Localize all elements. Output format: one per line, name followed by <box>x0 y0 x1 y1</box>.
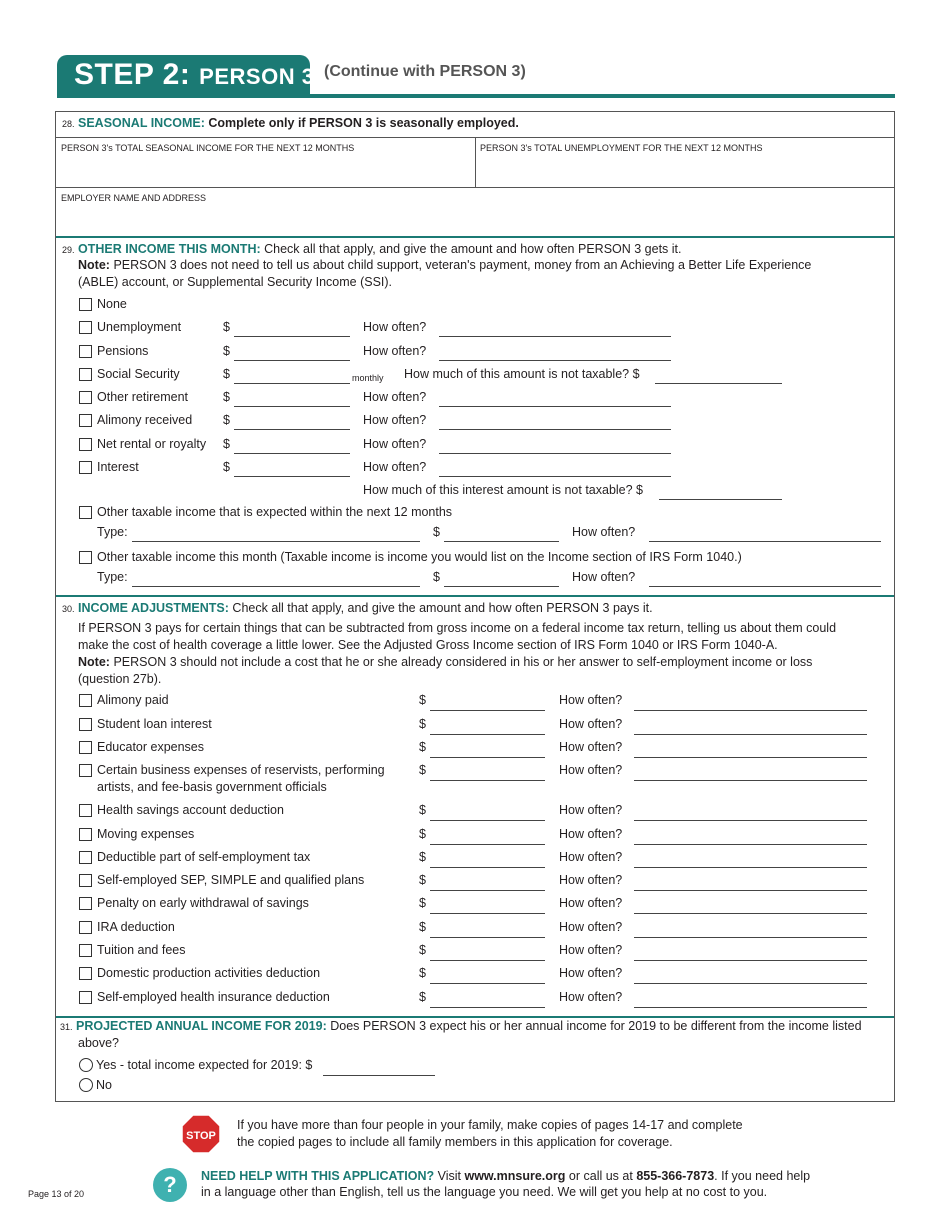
net-rental-checkbox[interactable] <box>79 438 92 451</box>
dollar-sign: $ <box>419 827 426 841</box>
q29-title: OTHER INCOME THIS MONTH: <box>78 242 261 256</box>
domestic-production-checkbox[interactable] <box>79 967 92 980</box>
q28-instruction: Complete only if PERSON 3 is seasonally employed. <box>208 116 519 130</box>
other-retirement-checkbox[interactable] <box>79 391 92 404</box>
self-employment-tax-checkbox[interactable] <box>79 851 92 864</box>
tuition-fees-frequency-input[interactable] <box>634 960 867 961</box>
dollar-sign: $ <box>223 367 230 381</box>
how-often-label: How often? <box>559 990 623 1004</box>
yes-label: Yes - total income expected for 2019: $ <box>96 1058 313 1072</box>
how-often-label: How often? <box>363 320 427 334</box>
other-expected-frequency-input[interactable] <box>649 541 881 542</box>
dollar-sign: $ <box>419 943 426 957</box>
alimony-paid-label: Alimony paid <box>97 693 169 707</box>
q28-title: SEASONAL INCOME: <box>78 116 205 130</box>
alimony-paid-frequency-input[interactable] <box>634 710 867 711</box>
se-health-insurance-checkbox[interactable] <box>79 991 92 1004</box>
student-loan-interest-amount-input[interactable] <box>430 734 545 735</box>
early-withdrawal-penalty-frequency-input[interactable] <box>634 913 867 914</box>
type-label: Type: <box>97 570 128 584</box>
no-label: No <box>96 1078 112 1092</box>
ss-not-taxable-label: How much of this amount is not taxable? $ <box>404 367 640 381</box>
dollar-sign: $ <box>419 803 426 817</box>
net-rental-amount-input[interactable] <box>234 453 350 454</box>
sep-simple-plans-checkbox[interactable] <box>79 874 92 887</box>
unemployment-label: Unemployment <box>97 320 182 334</box>
section-divider <box>56 595 894 597</box>
dollar-sign: $ <box>223 320 230 334</box>
se-health-insurance-label: Self-employed health insurance deduction <box>97 990 330 1004</box>
type-label: Type: <box>97 525 128 539</box>
pensions-label: Pensions <box>97 344 149 358</box>
dollar-sign: $ <box>223 390 230 404</box>
social-security-amount-input[interactable] <box>234 383 350 384</box>
q30-note-text: PERSON 3 should not include a cost that he or she already considered in his or her answer to self-employment income or loss <box>113 655 813 669</box>
none-checkbox[interactable] <box>79 298 92 311</box>
se-health-insurance-amount-input[interactable] <box>430 1007 545 1008</box>
stop-line1: If you have more than four people in your family, make copies of pages 14-17 and complete <box>237 1118 743 1132</box>
interest-not-taxable-label: How much of this interest amount is not taxable? $ <box>363 483 644 497</box>
monthly-label: monthly <box>352 373 384 383</box>
dollar-sign: $ <box>419 693 426 707</box>
q28-number: 28. <box>62 119 75 129</box>
how-often-label: How often? <box>559 693 623 707</box>
ira-deduction-amount-input[interactable] <box>430 937 545 938</box>
domestic-production-label: Domestic production activities deduction <box>97 966 321 980</box>
student-loan-interest-frequency-input[interactable] <box>634 734 867 735</box>
hsa-deduction-frequency-input[interactable] <box>634 820 867 821</box>
other-retirement-label: Other retirement <box>97 390 189 404</box>
how-often-label: How often? <box>559 943 623 957</box>
how-often-label: How often? <box>363 344 427 358</box>
unemployment-total-label: PERSON 3's TOTAL UNEMPLOYMENT FOR THE NEXT 12 MONTHS <box>480 143 763 153</box>
q30-para-line2: make the cost of health coverage a little lower. See the Adjusted Gross Income section of IRS Form 1040 or IRS Form 1040-A. <box>78 638 778 652</box>
dollar-sign: $ <box>419 966 426 980</box>
other-expected-type-input[interactable] <box>132 541 420 542</box>
how-often-label: How often? <box>363 390 427 404</box>
other-month-frequency-input[interactable] <box>649 586 881 587</box>
social-security-checkbox[interactable] <box>79 368 92 381</box>
unemployment-total-field[interactable] <box>476 138 894 187</box>
unemployment-checkbox[interactable] <box>79 321 92 334</box>
q30-instruction: Check all that apply, and give the amount and how often PERSON 3 pays it. <box>232 601 653 615</box>
how-often-label: How often? <box>559 850 623 864</box>
moving-expenses-amount-input[interactable] <box>430 844 545 845</box>
domestic-production-amount-input[interactable] <box>430 983 545 984</box>
q29-note-label: Note: <box>78 258 110 272</box>
moving-expenses-checkbox[interactable] <box>79 828 92 841</box>
section-divider <box>56 236 894 238</box>
no-radio[interactable] <box>79 1078 93 1092</box>
yes-radio[interactable] <box>79 1058 93 1072</box>
how-often-label: How often? <box>363 460 427 474</box>
business-expenses-label-line2: artists, and fee-basis government officials <box>97 780 327 794</box>
step-label: STEP 2: <box>74 58 191 91</box>
domestic-production-frequency-input[interactable] <box>634 983 867 984</box>
other-month-label: Other taxable income this month (Taxable income is income you would list on the Income section of IRS Form 1040.) <box>97 550 742 564</box>
q31-heading <box>76 1019 862 1034</box>
help-icon-glyph: ? <box>163 1172 177 1197</box>
how-often-label: How often? <box>363 413 427 427</box>
educator-expenses-frequency-input[interactable] <box>634 757 867 758</box>
student-loan-interest-checkbox[interactable] <box>79 718 92 731</box>
self-employment-tax-frequency-input[interactable] <box>634 867 867 868</box>
pensions-checkbox[interactable] <box>79 345 92 358</box>
dollar-sign: $ <box>419 920 426 934</box>
ss-not-taxable-input[interactable] <box>655 383 782 384</box>
ira-deduction-label: IRA deduction <box>97 920 175 934</box>
q29-note <box>78 258 811 273</box>
interest-amount-input[interactable] <box>234 476 350 477</box>
interest-not-taxable-input[interactable] <box>659 499 782 500</box>
how-often-label: How often? <box>559 966 623 980</box>
pensions-frequency-input[interactable] <box>439 360 671 361</box>
alimony-paid-checkbox[interactable] <box>79 694 92 707</box>
how-often-label: How often? <box>559 920 623 934</box>
help-title: NEED HELP WITH THIS APPLICATION? <box>201 1169 435 1183</box>
tuition-fees-label: Tuition and fees <box>97 943 186 957</box>
continue-note: (Continue with PERSON 3) <box>324 63 526 80</box>
q30-note-line2: (question 27b). <box>78 672 162 686</box>
alimony-received-checkbox[interactable] <box>79 414 92 427</box>
pensions-amount-input[interactable] <box>234 360 350 361</box>
hsa-deduction-label: Health savings account deduction <box>97 803 284 817</box>
other-month-type-input[interactable] <box>132 586 420 587</box>
interest-checkbox[interactable] <box>79 461 92 474</box>
sep-simple-plans-amount-input[interactable] <box>430 890 545 891</box>
how-often-label: How often? <box>572 525 636 539</box>
how-often-label: How often? <box>559 873 623 887</box>
help-phone: 855-366-7873 <box>636 1169 715 1183</box>
hsa-deduction-amount-input[interactable] <box>430 820 545 821</box>
dollar-sign: $ <box>433 525 440 539</box>
how-often-label: How often? <box>559 717 623 731</box>
tuition-fees-checkbox[interactable] <box>79 944 92 957</box>
other-expected-amount-input[interactable] <box>444 541 559 542</box>
tuition-fees-amount-input[interactable] <box>430 960 545 961</box>
q30-note-label: Note: <box>78 655 110 669</box>
stop-sign-icon <box>181 1114 221 1154</box>
other-retirement-amount-input[interactable] <box>234 406 350 407</box>
other-month-checkbox[interactable] <box>79 551 92 564</box>
sep-simple-plans-label: Self-employed SEP, SIMPLE and qualified plans <box>97 873 365 887</box>
other-expected-checkbox[interactable] <box>79 506 92 519</box>
q29-heading <box>78 242 682 257</box>
student-loan-interest-label: Student loan interest <box>97 717 212 731</box>
moving-expenses-frequency-input[interactable] <box>634 844 867 845</box>
how-often-label: How often? <box>559 827 623 841</box>
none-label: None <box>97 297 127 311</box>
q28-heading <box>78 116 519 131</box>
dollar-sign: $ <box>419 896 426 910</box>
help-url-link[interactable]: www.mnsure.org <box>464 1169 566 1183</box>
help-icon <box>153 1168 187 1202</box>
sep-simple-plans-frequency-input[interactable] <box>634 890 867 891</box>
employer-label: EMPLOYER NAME AND ADDRESS <box>61 193 207 203</box>
seasonal-income-field[interactable] <box>56 138 475 187</box>
dollar-sign: $ <box>419 763 426 777</box>
q30-heading <box>78 601 653 616</box>
self-employment-tax-amount-input[interactable] <box>430 867 545 868</box>
other-retirement-frequency-input[interactable] <box>439 406 671 407</box>
q31-question-line2: above? <box>78 1036 120 1050</box>
unemployment-amount-input[interactable] <box>234 336 350 337</box>
moving-expenses-label: Moving expenses <box>97 827 195 841</box>
how-often-label: How often? <box>559 740 623 754</box>
dollar-sign: $ <box>419 740 426 754</box>
q29-instruction: Check all that apply, and give the amount and how often PERSON 3 gets it. <box>264 242 682 256</box>
net-rental-frequency-input[interactable] <box>439 453 671 454</box>
q29-note-text: PERSON 3 does not need to tell us about child support, veteran's payment, money from an Achieving a Better Life Experience <box>113 258 812 272</box>
business-expenses-amount-input[interactable] <box>430 780 545 781</box>
q30-number: 30. <box>62 604 75 614</box>
dollar-sign: $ <box>223 413 230 427</box>
help-line1 <box>201 1169 810 1184</box>
how-often-label: How often? <box>559 803 623 817</box>
business-expenses-label: Certain business expenses of reservists, performing <box>97 763 385 777</box>
stop-line2: the copied pages to include all family members in this application for coverage. <box>237 1135 673 1149</box>
educator-expenses-checkbox[interactable] <box>79 741 92 754</box>
seasonal-income-label: PERSON 3's TOTAL SEASONAL INCOME FOR THE NEXT 12 MONTHS <box>61 143 355 153</box>
social-security-label: Social Security <box>97 367 180 381</box>
other-expected-label: Other taxable income that is expected within the next 12 months <box>97 505 453 519</box>
dollar-sign: $ <box>419 873 426 887</box>
help-visit: Visit <box>437 1169 461 1183</box>
ira-deduction-frequency-input[interactable] <box>634 937 867 938</box>
interest-label: Interest <box>97 460 139 474</box>
dollar-sign: $ <box>433 570 440 584</box>
q29-number: 29. <box>62 245 75 255</box>
dollar-sign: $ <box>419 990 426 1004</box>
early-withdrawal-penalty-checkbox[interactable] <box>79 897 92 910</box>
early-withdrawal-penalty-label: Penalty on early withdrawal of savings <box>97 896 309 910</box>
page-number: Page 13 of 20 <box>28 1189 85 1199</box>
how-often-label: How often? <box>363 437 427 451</box>
section-divider <box>56 1016 894 1018</box>
q30-para-line1: If PERSON 3 pays for certain things that can be subtracted from gross income on a federal income tax return, telling us about them could <box>78 621 837 635</box>
alimony-paid-amount-input[interactable] <box>430 710 545 711</box>
dollar-sign: $ <box>223 344 230 358</box>
early-withdrawal-penalty-amount-input[interactable] <box>430 913 545 914</box>
header-rule <box>57 94 895 98</box>
dollar-sign: $ <box>223 437 230 451</box>
q31-question: Does PERSON 3 expect his or her annual income for 2019 to be different from the income listed <box>330 1019 862 1033</box>
alimony-received-amount-input[interactable] <box>234 429 350 430</box>
help-call: or call us at <box>568 1169 633 1183</box>
ira-deduction-checkbox[interactable] <box>79 921 92 934</box>
net-rental-label: Net rental or royalty <box>97 437 207 451</box>
se-health-insurance-frequency-input[interactable] <box>634 1007 867 1008</box>
unemployment-frequency-input[interactable] <box>439 336 671 337</box>
alimony-received-frequency-input[interactable] <box>439 429 671 430</box>
dollar-sign: $ <box>419 850 426 864</box>
interest-frequency-input[interactable] <box>439 476 671 477</box>
person-label: PERSON 3 <box>199 64 315 89</box>
how-often-label: How often? <box>572 570 636 584</box>
alimony-received-label: Alimony received <box>97 413 193 427</box>
employer-field[interactable] <box>56 188 894 236</box>
how-often-label: How often? <box>559 896 623 910</box>
other-month-amount-input[interactable] <box>444 586 559 587</box>
how-often-label: How often? <box>559 763 623 777</box>
step-title <box>74 57 314 95</box>
business-expenses-checkbox[interactable] <box>79 764 92 777</box>
help-line2: in a language other than English, tell us the language you need. We will get you help at no cost to you. <box>201 1185 768 1199</box>
q30-note <box>78 655 812 670</box>
q30-title: INCOME ADJUSTMENTS: <box>78 601 229 615</box>
q31-title: PROJECTED ANNUAL INCOME FOR 2019: <box>76 1019 327 1033</box>
self-employment-tax-label: Deductible part of self-employment tax <box>97 850 311 864</box>
dollar-sign: $ <box>419 717 426 731</box>
expected-income-input[interactable] <box>323 1075 435 1076</box>
q29-note-line2: (ABLE) account, or Supplemental Security Income (SSI). <box>78 275 393 289</box>
stop-sign-text: STOP <box>186 1130 216 1142</box>
educator-expenses-label: Educator expenses <box>97 740 205 754</box>
q31-number: 31. <box>60 1022 73 1032</box>
hsa-deduction-checkbox[interactable] <box>79 804 92 817</box>
educator-expenses-amount-input[interactable] <box>430 757 545 758</box>
dollar-sign: $ <box>223 460 230 474</box>
business-expenses-frequency-input[interactable] <box>634 780 867 781</box>
help-rest: . If you need help <box>714 1169 811 1183</box>
